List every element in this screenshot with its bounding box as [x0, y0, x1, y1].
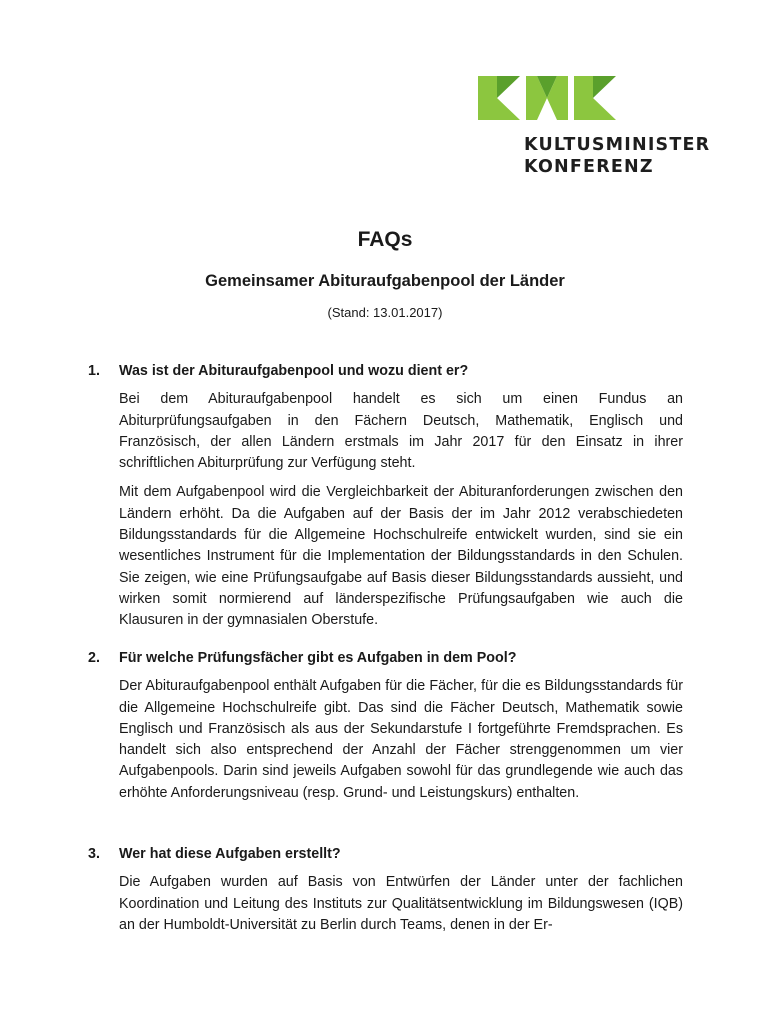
faq-paragraph: Bei dem Abituraufgabenpool handelt es sich um einen Fundus an Abiturprüfungsaufgaben in den Fächern Deutsch, Mathematik, Englisch und Französisch, der allen Ländern erstmals im Jahr 2017 für den Einsatz in ihrer schriftlichen Abiturprüfung zur Verfügung steht.: [119, 391, 683, 472]
logo-line-1: KULTUSMINISTER: [524, 135, 711, 155]
faq-question-text: Was ist der Abituraufgabenpool und wozu dient er?: [119, 363, 469, 379]
faq-number: 1.: [88, 363, 100, 379]
faq-paragraph: Der Abituraufgabenpool enthält Aufgaben für die Fächer, für die es Bildungsstandards für die Allgemeine Hochschulreife gibt. Das sind die Fächer Deutsch, Mathematik sowie Englisch und Französisch als aus der Sekundarstufe I fortgeführte Fremdsprachen. Es handelt sich also entsprechend der Anzahl der Fächer strenggenommen um vier Aufgabenpools. Darin sind jeweils Aufgaben sowohl für das grundlegende wie auch das erhöhte Anforderungsniveau (resp. Grund- und Leistungskurs) enthalten.: [119, 678, 683, 801]
faq-paragraph: Mit dem Aufgabenpool wird die Vergleichbarkeit der Abituranforderungen zwischen den Ländern erhöht. Da die Aufgaben auf der Basis der im Jahr 2012 verabschiedeten Bildungsstandards für die Allgemeine Hochschulreife entwickelt wurden, sind sie ein wesentliches Instrument für die Implementation der Bildungsstandards in den Schulen. Sie zeigen, wie eine Prüfungsaufgabe auf Basis dieser Bildungsstandards aussieht, und wirken somit normierend auf länderspezifische Prüfungsaufgaben wie auch die Klausuren in der gymnasialen Oberstufe.: [119, 484, 683, 629]
logo-k2-top: [593, 76, 616, 98]
logo-k2-bottom: [593, 98, 616, 120]
logo-wordmark: [524, 134, 710, 178]
page-subtitle: Gemeinsamer Abituraufgabenpool der Länder: [205, 272, 565, 290]
faq-item-3: [88, 844, 683, 944]
faq-number: 3.: [88, 846, 100, 862]
logo-k1-stem: [478, 76, 497, 120]
faq-question-text: Für welche Prüfungsfächer gibt es Aufgaben in dem Pool?: [119, 650, 517, 666]
faq-question: [88, 648, 683, 669]
faq-item-2: [88, 648, 683, 812]
faq-question-text: Wer hat diese Aufgaben erstellt?: [119, 846, 341, 862]
date-stand: (Stand: 13.01.2017): [327, 305, 443, 320]
kmk-logo-mark: [478, 76, 616, 120]
faq-question: [88, 844, 683, 865]
logo-k1-bottom: [497, 98, 520, 120]
logo-line-2: KONFERENZ: [524, 157, 654, 177]
logo-k2-stem: [574, 76, 593, 120]
page-title: FAQs: [357, 228, 413, 251]
faq-item-1: [88, 361, 683, 640]
faq-number: 2.: [88, 650, 100, 666]
faq-paragraph: Die Aufgaben wurden auf Basis von Entwürfen der Länder unter der fachlichen Koordination und Leitung des Instituts zur Qualitätsentwicklung im Bildungswesen (IQB) an der Humboldt-Universität zu Berlin durch Teams, denen in der Er-: [119, 874, 683, 933]
logo-k1-top: [497, 76, 520, 98]
faq-question: [88, 361, 683, 382]
